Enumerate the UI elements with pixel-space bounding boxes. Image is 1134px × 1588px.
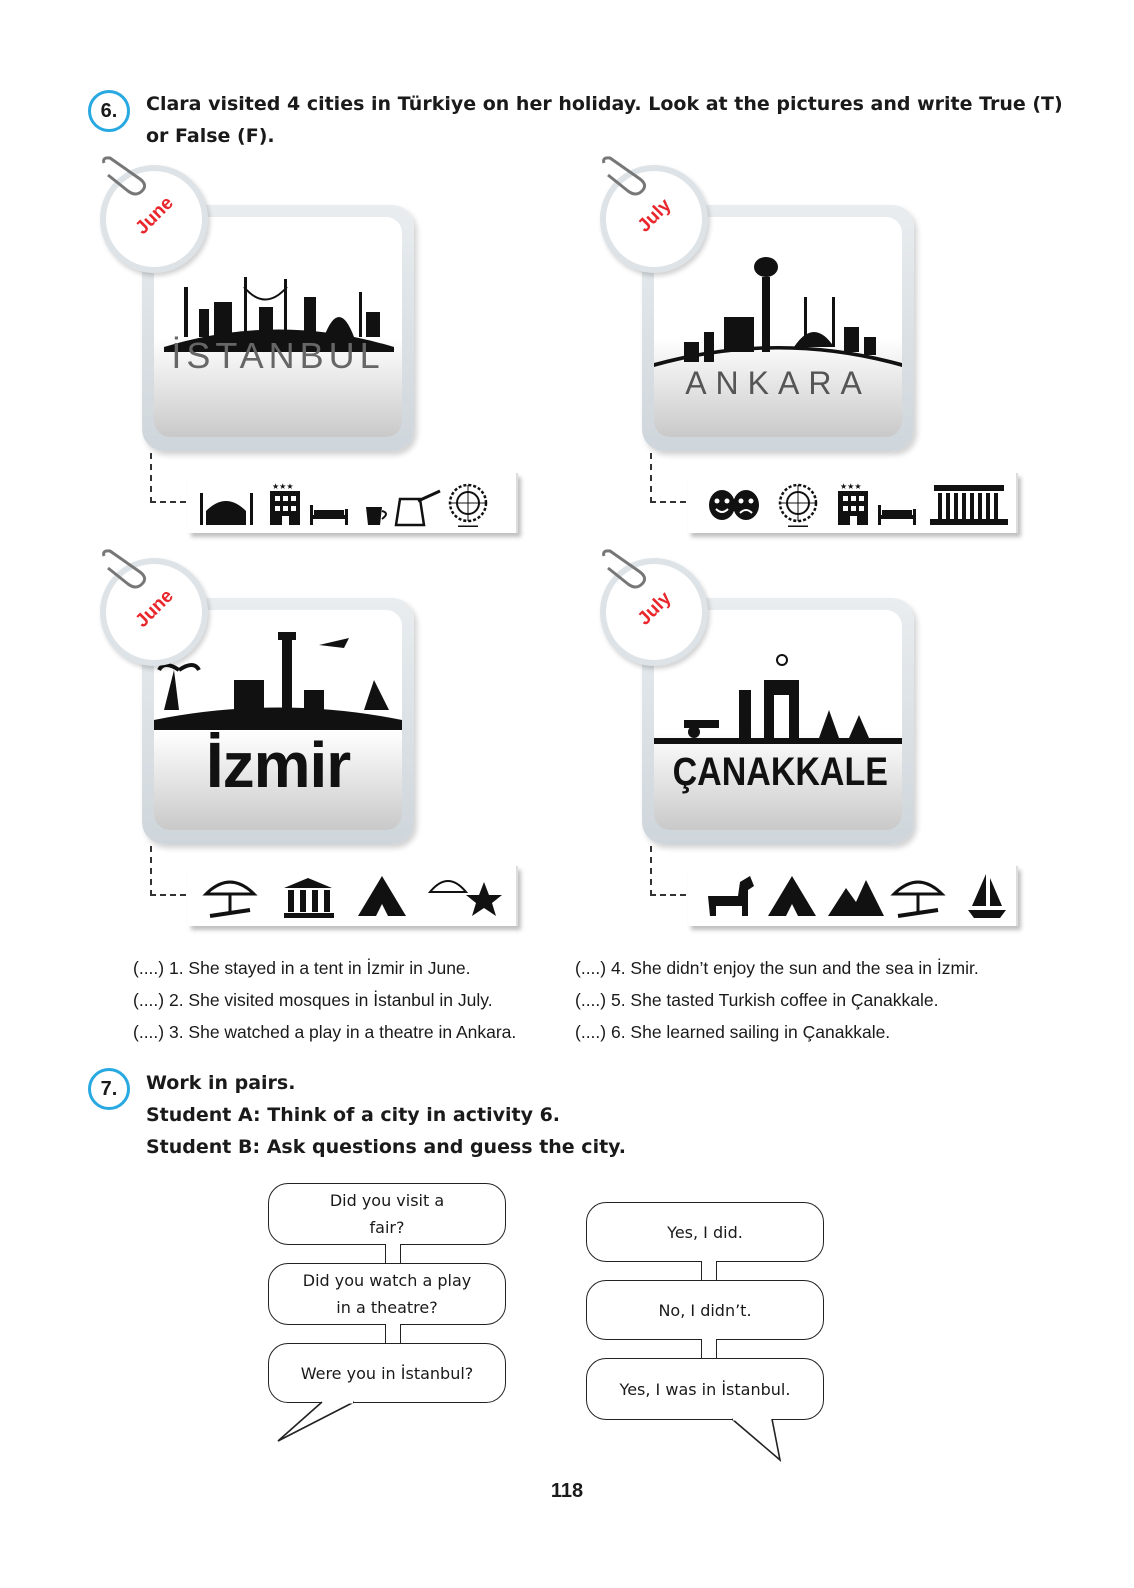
turkish-coffee-pot-icon [396, 491, 440, 525]
connector-line [150, 846, 152, 896]
activity-icon-strip [688, 473, 1018, 533]
city-card-izmir [100, 548, 540, 938]
activity-icons [198, 874, 508, 920]
activity-icons [698, 481, 1008, 527]
tent-icon [768, 876, 816, 916]
exercise-7-line-3: Student B: Ask questions and guess the city. [146, 1136, 627, 1158]
connector-line [150, 894, 186, 896]
speech-tail-icon [730, 1418, 790, 1462]
month-label: July [633, 194, 676, 237]
exercise-7-number: 7. [88, 1068, 130, 1110]
trojan-horse-icon [708, 876, 754, 916]
answer-bubble-2: No, I didn’t. [586, 1280, 824, 1340]
mosque-icon [200, 493, 253, 525]
mountains-icon [828, 880, 884, 916]
question-bubble-1: Did you visit a fair? [268, 1183, 506, 1245]
beach-umbrella-icon [894, 882, 942, 916]
city-card-ankara [600, 155, 1040, 545]
activity-icon-strip [688, 866, 1018, 926]
connector-line [650, 501, 686, 503]
month-label: July [633, 587, 676, 630]
speech-tail-icon [276, 1401, 356, 1443]
activity-icon-strip [188, 866, 518, 926]
hotel-icon [838, 482, 868, 525]
connector-line [650, 846, 652, 896]
page-number: 118 [550, 1480, 584, 1502]
exercise-6-instruction-line-2: or False (F). [146, 125, 275, 147]
bubble-connector [385, 1324, 401, 1344]
activity-icon-strip [188, 473, 518, 533]
connector-line [150, 453, 152, 503]
statement-1: (....) 1. She stayed in a tent in İzmir in June. [133, 958, 471, 978]
city-name: İzmir [205, 729, 351, 801]
exercise-7-line-2: Student A: Think of a city in activity 6. [146, 1104, 561, 1126]
theatre-masks-icon [709, 490, 759, 520]
question-bubble-2: Did you watch a play in a theatre? [268, 1263, 506, 1325]
seashell-icon [430, 881, 466, 892]
connector-line [650, 453, 652, 503]
paper-clip-icon [600, 155, 650, 201]
statement-3: (....) 3. She watched a play in a theatre in Ankara. [133, 1022, 517, 1042]
coffee-cup-icon [366, 507, 386, 525]
answer-bubble-3: Yes, I was in İstanbul. [586, 1358, 824, 1420]
museum-colonnade-icon [930, 485, 1008, 525]
exercise-6-instruction [146, 88, 1063, 152]
exercise-7-line-1: Work in pairs. [146, 1072, 296, 1094]
svg-text:★★★: ★★★ [840, 482, 862, 491]
city-name: ANKARA [685, 365, 871, 401]
activity-icons [198, 481, 508, 527]
city-name: ÇANAKKALE [672, 750, 888, 794]
beach-umbrella-icon [206, 882, 254, 916]
hotel-icon [270, 482, 300, 525]
starfish-icon [466, 882, 502, 916]
statement-4: (....) 4. She didn’t enjoy the sun and the sea in İzmir. [575, 958, 979, 978]
paper-clip-icon [600, 548, 650, 594]
paper-clip-icon [100, 155, 150, 201]
tent-icon [358, 876, 406, 916]
bed-icon [310, 505, 348, 525]
exercise-6-number: 6. [88, 90, 130, 132]
paper-clip-icon [100, 548, 150, 594]
statement-6: (....) 6. She learned sailing in Çanakkale. [575, 1022, 891, 1042]
city-card-canakkale [600, 548, 1040, 938]
museum-icon [284, 878, 334, 918]
answer-bubble-1: Yes, I did. [586, 1202, 824, 1262]
bed-icon [878, 505, 916, 525]
svg-text:★★★: ★★★ [272, 482, 294, 491]
activity-icons [698, 874, 1008, 920]
question-bubble-3: Were you in İstanbul? [268, 1343, 506, 1403]
city-name: İSTANBUL [171, 335, 385, 376]
exercise-7-instruction [146, 1067, 626, 1163]
bubble-connector [701, 1261, 717, 1281]
bubble-connector [701, 1339, 717, 1359]
city-card-istanbul [100, 155, 540, 545]
connector-line [650, 894, 686, 896]
statement-5: (....) 5. She tasted Turkish coffee in Çanakkale. [575, 990, 939, 1010]
ferris-wheel-icon [780, 485, 816, 527]
month-label: June [131, 192, 178, 239]
bubble-connector [385, 1244, 401, 1264]
exercise-6-instruction-line-1: Clara visited 4 cities in Türkiye on her holiday. Look at the pictures and write True (T) [146, 93, 1063, 115]
ferris-wheel-icon [450, 485, 486, 527]
connector-line [150, 501, 186, 503]
month-label: June [131, 585, 178, 632]
sailboat-icon [968, 874, 1006, 918]
statement-2: (....) 2. She visited mosques in İstanbul in July. [133, 990, 493, 1010]
